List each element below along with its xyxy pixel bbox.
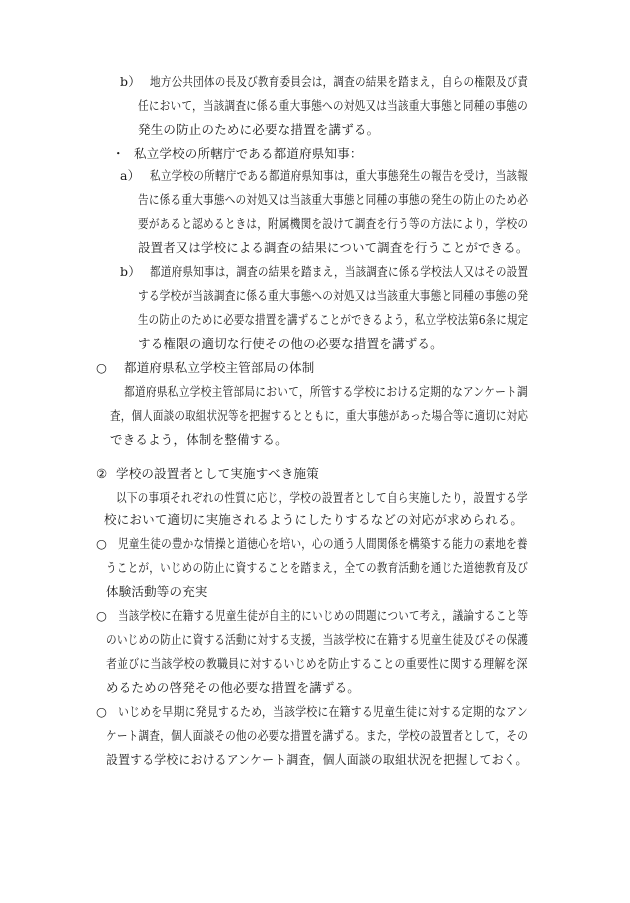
section2-item-2-line-2: のいじめの防止に資する活動に対する支援，当該学校に在籍する児童生徒及びその保護 [106,632,529,647]
section2-item-2-line-1: 当該学校に在籍する児童生徒が自主的にいじめの問題について考え，議論すること等 [118,608,529,623]
private-item-a-line-2: 告に係る重大事態への対処又は当該重大事態と同種の事態の発生の防止のため必 [138,192,529,207]
prefecture-system-line-3: できるよう，体制を整備する。 [110,432,288,447]
section2-item-3-line-1: いじめを早期に発見するため，当該学校に在籍する児童生徒に対する定期的なアン [118,704,528,719]
private-item-b-line-4: する権限の適切な行使その他の必要な措置を講ずる。 [138,336,443,351]
prefecture-system-line-2: 査，個人面談の取組状況等を把握するとともに，重大事態があった場合等に適切に対応 [110,408,529,423]
private-item-b-marker: b） [120,264,141,279]
private-section-bullet: ・ [112,146,125,161]
private-item-b-line-2: する学校が当該調査に係る重大事態への対処又は当該重大事態と同種の事態の発 [138,288,529,303]
private-item-b-line-3: 生の防止のために必要な措置を講ずることができるよう，私立学校法第6条に規定 [138,312,529,327]
private-item-a-marker: a） [120,168,141,183]
section2-item-2-line-4: めるための啓発その他必要な措置を講ずる。 [106,680,361,695]
private-item-a-line-3: 要があると認めるときは，附属機関を設けて調査を行う等の方法により，学校の [138,216,529,231]
section2-item-2-line-3: 者並びに当該学校の教職員に対するいじめを防止することの重要性に関する理解を深 [106,656,528,671]
section2-item-1-line-2: うことが，いじめの防止に資することを踏まえ，全ての教育活動を通じた道徳教育及び [106,560,529,575]
section2-intro-line-2: 校において適切に実施されるようにしたりするなどの対応が求められる。 [104,512,524,527]
section2-heading: 学校の設置者として実施すべき施策 [116,466,319,481]
private-item-a-line-1: 私立学校の所轄庁である都道府県知事は，重大事態発生の報告を受け，当該報 [150,168,529,183]
prefecture-system-line-1: 都道府県私立学校主管部局において，所管する学校における定期的なアンケート調 [124,384,528,399]
section2-item-3-line-2: ケート調査，個人面談その他の必要な措置を講ずる。また，学校の設置者として，その [106,728,529,743]
item-b1-line-3: 発生の防止のために必要な措置を講ずる。 [138,122,380,137]
item-b1-line-2: 任において，当該調査に係る重大事態への対処又は当該重大事態と同種の事態の [138,98,528,113]
item-b1-marker: b） [120,74,141,89]
prefecture-system-heading: 都道府県私立学校主管部局の体制 [124,360,315,375]
section2-item-3-circle: ○ [96,704,108,719]
section2-item-1-line-3: 体験活動等の充実 [106,584,208,599]
item-b1-line-1: 地方公共団体の長及び教育委員会は，調査の結果を踏まえ，自らの権限及び責 [150,74,529,89]
private-item-b-line-1: 都道府県知事は，調査の結果を踏まえ，当該調査に係る学校法人又はその設置 [150,264,529,279]
section2-item-1-line-1: 児童生徒の豊かな情操と道徳心を培い，心の通う人間関係を構築する能力の素地を養 [118,536,528,551]
section2-item-2-circle: ○ [96,608,108,623]
private-section-heading: 私立学校の所轄庁である都道府県知事： [134,146,363,161]
section2-item-3-line-3: 設置する学校におけるアンケート調査，個人面談の取組状況を把握しておく。 [106,752,528,767]
section2-item-1-circle: ○ [96,536,108,551]
prefecture-system-circle: ○ [96,360,108,375]
section2-intro-line-1: 以下の事項それぞれの性質に応じ，学校の設置者として自ら実施したり，設置する学 [116,490,528,505]
section2-number: ② [96,466,108,481]
private-item-a-line-4: 設置者又は学校による調査の結果について調査を行うことができる。 [138,240,529,255]
